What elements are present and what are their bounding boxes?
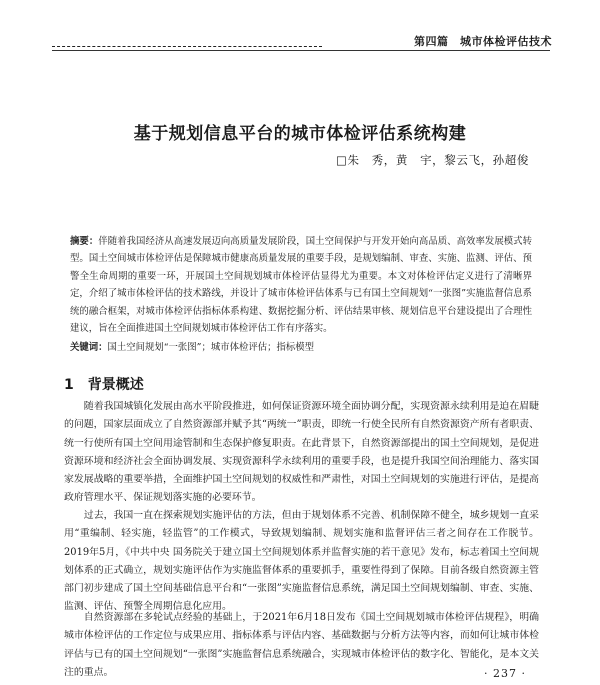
section-title: 背景概述 <box>87 377 144 393</box>
keywords-text: 国土空间规划“一张图”；城市体检评估；指标模型 <box>107 342 314 353</box>
keywords <box>70 339 532 356</box>
section-heading <box>64 374 144 394</box>
abstract-text: 伴随着我国经济从高速发展迈向高质量发展阶段，国土空间保护与开发开始向高品质、高效率发展模式转型。国土空间城市体检评估是保障城市健康高质量发展的重要手段，是规划编制、审查、实施、监测、评估、预警全生命周期的重要一环，开展国土空间规划城市体检评估显得尤为重要。本文对体检评估定义进行了清晰界定，介绍了城市体检评估的技术路线，并设计了城市体检评估体系与已有国土空间规划“一张图”实施监督信息系统的融合框架，对城市体检评估指标体系构建、数据挖掘分析、评估结果审核、规划信息平台建设提出了合理性建议，旨在全面推进国土空间规划城市体检评估工作有序落实。 <box>70 236 532 335</box>
article-authors: □朱 秀，黄 宇，黎云飞，孙超俊 <box>336 153 529 167</box>
paragraph-text: 自然资源部在多轮试点经验的基础上，于2021年6月18日发布《国土空间规划城市体检评估规程》，明确城市体检评估的工作定位与成果应用、指标体系与评估内容、基础数据与分析方法等内容，而如何让城市体检评估与已有的国土空间规划“一张图”实施监督信息系统融合，实现城市体检评估的数字化、智能化，是本文关注的重点。 <box>64 612 539 678</box>
section-number: 1 <box>64 377 74 393</box>
paragraph-text: 过去，我国一直在探索规划实施评估的方法，但由于规划体系不完善、机制保障不健全，城乡规划一直采用“重编制、轻实施，轻监管”的工作模式，导致规划编制、规划实施和监督评估三者之间存在工作脱节。2019年5月，《中共中央 国务院关于建立国土空间规划体系并监督实施的若干意见》发布，标志着国土空间规划体系的正式确立，规划实施评估作为实施监督体系的重要抓手，重要性得到了保障。目前各级自然资源主管部门初步建成了国土空间基础信息平台和“一张图”实施监督信息系统，满足国土空间规划编制、审查、实施、监测、评估、预警全周期信息化应用。 <box>64 510 539 613</box>
body-paragraph <box>64 398 539 508</box>
article-title: 基于规划信息平台的城市体检评估系统构建 <box>133 124 467 144</box>
header-rule <box>52 50 550 51</box>
body-paragraph <box>64 507 539 617</box>
body-paragraph <box>64 609 539 682</box>
header-dashed-rule <box>52 46 322 47</box>
abstract <box>70 233 532 337</box>
paragraph-text: 随着我国城镇化发展由高水平阶段推进，如何保证资源环境全面协调分配，实现资源永续利用是迫在眉睫的问题，国家层面成立了自然资源部并赋予其“两统一”职责，即统一行使全民所有自然资源资产所有者职责、统一行使所有国土空间用途管制和生态保护修复职责。在此背景下，自然资源部提出的国土空间规划，是促进资源环境和经济社会全面协调发展、实现资源科学永续利用的重要手段，也是提升我国空间治理能力、落实国家发展战略的重要举措，全面维护国土空间规划的权威性和严肃性，对国土空间规划的实施进行评估，是提高政府管理水平、保证规划落实施的必要环节。 <box>64 401 539 504</box>
running-header: 第四篇 城市体检评估技术 <box>414 35 552 48</box>
abstract-label: 摘要： <box>70 236 99 247</box>
page-number: · 237 · <box>484 667 526 680</box>
keywords-label: 关键词： <box>70 342 108 353</box>
